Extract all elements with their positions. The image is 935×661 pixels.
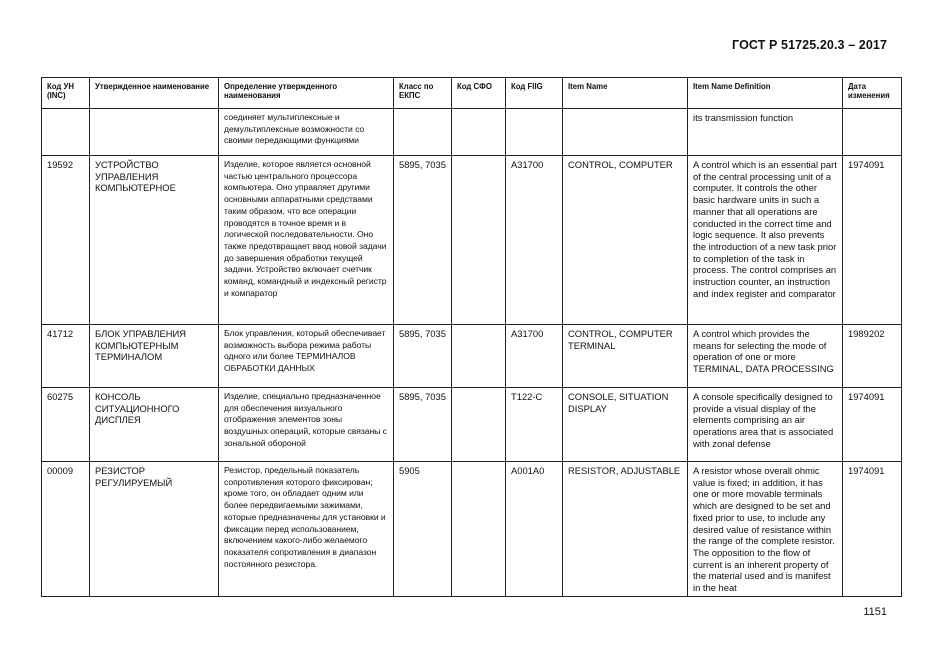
cell-sfo-code — [452, 462, 506, 597]
cell-approved-name: БЛОК УПРАВЛЕНИЯ КОМПЬЮТЕРНЫМ ТЕРМИНАЛОМ — [90, 325, 219, 388]
header-approved-name: Утвержденное наименование — [90, 78, 219, 109]
cell-sfo-code — [452, 325, 506, 388]
cell-sfo-code — [452, 156, 506, 325]
cell-definition: Изделие, специально предназначенное для обеспечения визуального отображения элементов зоны воздушных операций, которые связаны с зональной обороной — [219, 388, 394, 462]
header-item-name-definition: Item Name Definition — [688, 78, 843, 109]
cell-change-date: 1974091 — [843, 388, 902, 462]
cell-approved-name: УСТРОЙСТВО УПРАВЛЕНИЯ КОМПЬЮТЕРНОЕ — [90, 156, 219, 325]
cell-fiig-code: A31700 — [506, 156, 563, 325]
table-header-row — [42, 78, 902, 109]
cell-item-name-definition: its transmission function — [688, 109, 843, 156]
cell-fiig-code: A31700 — [506, 325, 563, 388]
cell-ekps-class: 5905 — [394, 462, 452, 597]
header-inc: Код УН (INC) — [42, 78, 90, 109]
header-change-date: Дата изменения — [843, 78, 902, 109]
cell-item-name: CONTROL, COMPUTER — [563, 156, 688, 325]
cell-item-name: CONTROL, COMPUTER TERMINAL — [563, 325, 688, 388]
table-row — [42, 109, 902, 156]
cell-inc: 19592 — [42, 156, 90, 325]
cell-ekps-class: 5895, 7035 — [394, 325, 452, 388]
table-row — [42, 325, 902, 388]
cell-ekps-class: 5895, 7035 — [394, 388, 452, 462]
header-item-name: Item Name — [563, 78, 688, 109]
cell-inc: 00009 — [42, 462, 90, 597]
cell-change-date — [843, 109, 902, 156]
cell-change-date: 1974091 — [843, 462, 902, 597]
cell-ekps-class: 5895, 7035 — [394, 156, 452, 325]
cell-definition: Изделие, которое является основной частью центрального процессора компьютера. Оно управляет другими основными аппаратными средствами таким образом, что все операции проводятся в точное время и в логической последовательности. Оно также предотвращает ввод новой задачи до завершения обработки текущей задачи. Устройство включает счетчик команд, командный и индексный регистр и компаратор — [219, 156, 394, 325]
cell-item-name-definition: A control which provides the means for selecting the mode of operation of one or more TERMINAL, DATA PROCESSING — [688, 325, 843, 388]
cell-approved-name: РЕЗИСТОР РЕГУЛИРУЕМЫЙ — [90, 462, 219, 597]
items-table — [41, 77, 902, 597]
cell-inc: 60275 — [42, 388, 90, 462]
table-row — [42, 156, 902, 325]
cell-change-date: 1974091 — [843, 156, 902, 325]
cell-sfo-code — [452, 388, 506, 462]
table-row — [42, 388, 902, 462]
header-fiig-code: Код FIIG — [506, 78, 563, 109]
cell-definition: Резистор, предельный показатель сопротивления которого фиксирован; кроме того, он обладает одним или более передвигаемыми зажимами, которые предназначены для установки и фиксации перед использованием, включением какого-либо желаемого показателя сопротивления в диапазон постоянного резистора. — [219, 462, 394, 597]
cell-fiig-code: T122-C — [506, 388, 563, 462]
cell-sfo-code — [452, 109, 506, 156]
cell-item-name-definition: A console specifically designed to provide a visual display of the elements comprising an air operations area that is associated with zonal defense — [688, 388, 843, 462]
cell-item-name-definition: A resistor whose overall ohmic value is fixed; in addition, it has one or more movable terminals which are designed to be set and fixed prior to use, to include any desired value of resistance within the range of the complete resistor. The opposition to the flow of current is an inherent property of the material used and is manifest in the heat — [688, 462, 843, 597]
cell-approved-name: КОНСОЛЬ СИТУАЦИОННОГО ДИСПЛЕЯ — [90, 388, 219, 462]
cell-inc — [42, 109, 90, 156]
cell-fiig-code: A001A0 — [506, 462, 563, 597]
table-row — [42, 462, 902, 597]
cell-approved-name — [90, 109, 219, 156]
cell-definition: Блок управления, который обеспечивает возможность выбора режима работы одного или более ТЕРМИНАЛОВ ОБРАБОТКИ ДАННЫХ — [219, 325, 394, 388]
cell-item-name: CONSOLE, SITUATION DISPLAY — [563, 388, 688, 462]
cell-ekps-class — [394, 109, 452, 156]
cell-inc: 41712 — [42, 325, 90, 388]
page-number: 1151 — [863, 606, 887, 618]
header-sfo-code: Код СФО — [452, 78, 506, 109]
cell-item-name — [563, 109, 688, 156]
cell-change-date: 1989202 — [843, 325, 902, 388]
cell-definition: соединяет мультиплексные и демультиплексные возможности со своими передающими функциями — [219, 109, 394, 156]
header-definition: Определение утвержденного наименования — [219, 78, 394, 109]
header-ekps-class: Класс по ЕКПС — [394, 78, 452, 109]
cell-item-name-definition: A control which is an essential part of the central processing unit of a computer. It controls the other basic hardware units in such a manner that all operations are conducted in the correct time and logic sequence. It also prevents the introduction of a new task prior to completion of the task in process. The control comprises an instruction counter, an instruction and index register and comparator — [688, 156, 843, 325]
document-title: ГОСТ Р 51725.20.3 – 2017 — [732, 38, 887, 52]
cell-fiig-code — [506, 109, 563, 156]
cell-item-name: RESISTOR, ADJUSTABLE — [563, 462, 688, 597]
